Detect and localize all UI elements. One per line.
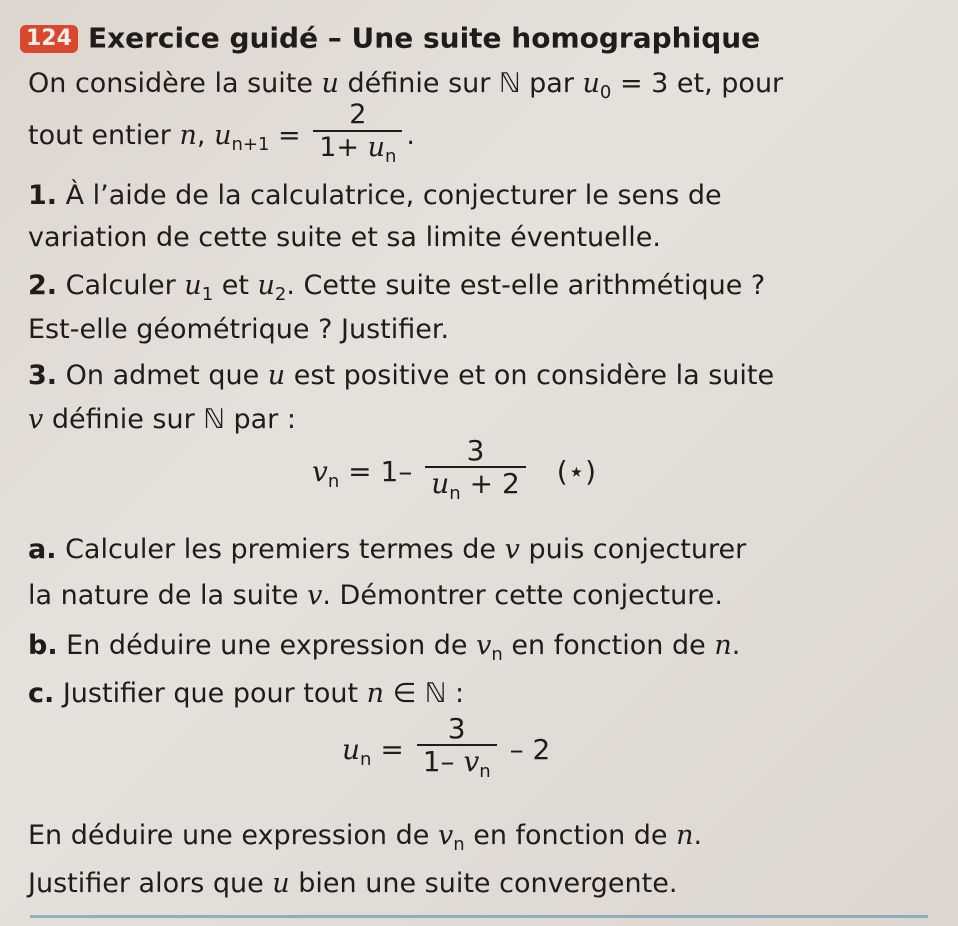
question-2-line-2: Est-elle géométrique ? Justifier. [28,314,450,345]
question-3-line-2: v définie sur ℕ par : [28,404,296,435]
question-3a-line-1: a. Calculer les premiers termes de v puis conjecturer [28,534,747,565]
question-3c-line-1: c. Justifier que pour tout n ∈ ℕ : [28,678,465,709]
question-1-line-1: 1. À l’aide de la calculatrice, conjecturer le sens de [28,180,722,211]
formula-v-definition: $v_n = 1-$ $\frac{3}{u_n + 2}$ (⋆) [312,436,596,510]
recurrence-fraction: $\frac{2}{1+ u_n}$ [313,100,402,173]
exercise-header [20,20,760,57]
question-3c-line-3: Justifier alors que u bien une suite convergente. [28,868,678,899]
exercise-title: Exercice guidé – Une suite homographique [87,21,761,55]
question-2-line-1: 2. Calculer $u_1$ et $u_2$. Cette suite est-elle arithmétique ? [28,270,766,305]
question-3b-line: b. En déduire une expression de $v_n$ en fonction de n. [28,630,741,665]
intro-line-2: tout entier n, $u_{n+1}$ = $\frac{2}{1+ u_n}$ . [28,100,415,180]
exercise-number-badge: 124 [20,25,78,53]
question-3a-line-2: la nature de la suite v. Démontrer cette conjecture. [28,580,723,611]
formula-u-expression: $u_n$ = $\frac{3}{1- v_n}$ – 2 [342,714,550,788]
question-3c-line-2: En déduire une expression de $v_n$ en fonction de n. [28,820,703,855]
recurrence-lhs: u [214,120,232,151]
question-3-line-1: 3. On admet que u est positive et on considère la suite [28,360,775,391]
bottom-divider [30,915,928,918]
intro-line-1: On considère la suite u définie sur ℕ par $u_0 = 3$ et, pour [28,68,784,103]
star-marker: (⋆) [556,455,597,488]
question-1-line-2: variation de cette suite et sa limite éventuelle. [28,222,661,253]
